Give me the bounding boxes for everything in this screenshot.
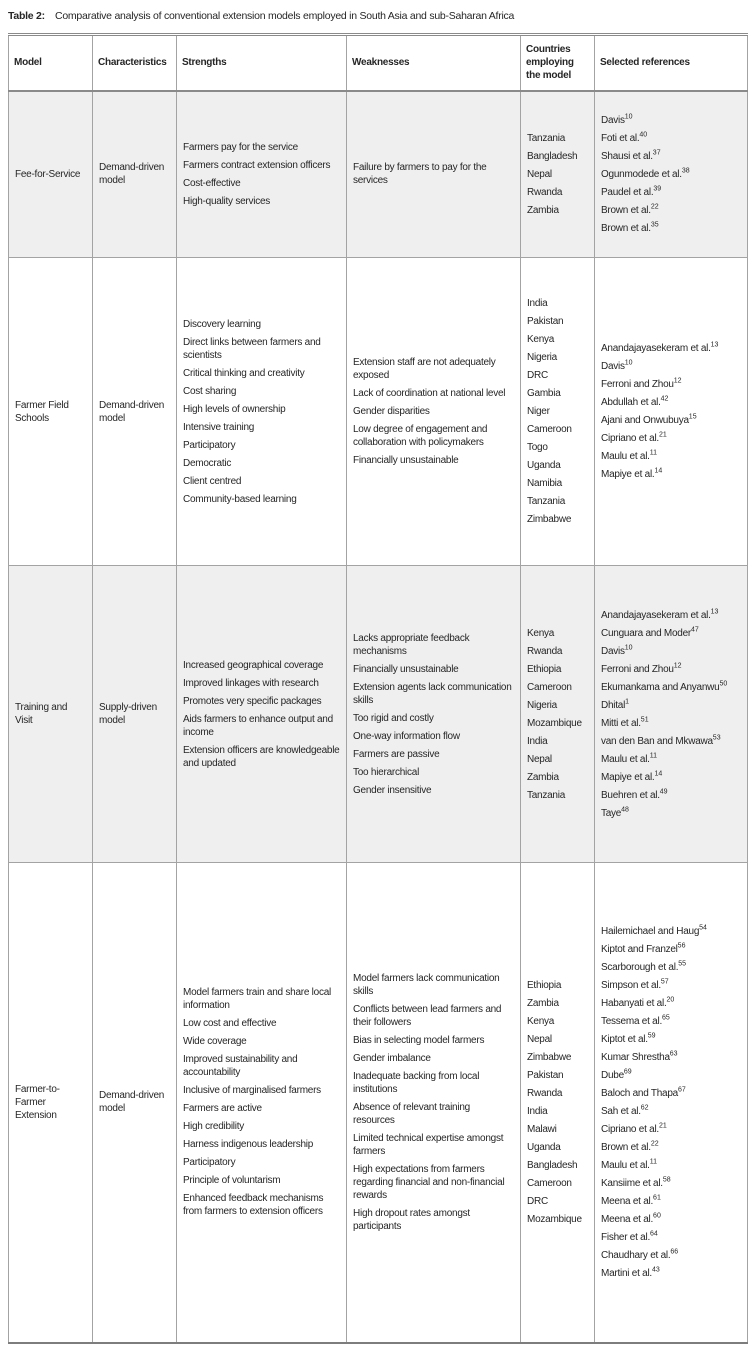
country-item: Namibia (527, 478, 562, 489)
reference-text: Baloch and Thapa (601, 1087, 678, 1099)
citation-superscript: 69 (623, 1068, 632, 1076)
strength-item: Intensive training (183, 421, 255, 433)
citation-superscript: 21 (658, 1122, 667, 1130)
reference-item (601, 1033, 741, 1046)
reference-item (601, 1141, 741, 1154)
reference-text: Davis (601, 361, 625, 372)
reference-text: Davis (601, 645, 625, 657)
weakness-item: Limited technical expertise amongst farmers (353, 1132, 504, 1157)
strength-item: Increased geographical coverage (183, 659, 324, 671)
country-item: Nepal (527, 168, 552, 180)
weakness-item: Financially unsustainable (353, 663, 459, 675)
citation-superscript: 47 (691, 626, 699, 634)
cell-countries (521, 91, 595, 258)
weakness-item: Failure by farmers to pay for the services (353, 162, 487, 187)
country-item: Nigeria (527, 352, 557, 363)
extension-models-comparison-table (8, 33, 748, 1344)
country-item: Niger (527, 406, 550, 417)
country-item: India (527, 1105, 548, 1117)
reference-item (601, 186, 741, 199)
reference-item (601, 204, 741, 217)
reference-item (601, 1051, 741, 1064)
reference-item (601, 645, 741, 658)
reference-item (601, 1213, 741, 1226)
citation-superscript: 11 (649, 1158, 657, 1166)
citation-superscript: 10 (624, 644, 633, 652)
country-item: Zambia (527, 997, 559, 1009)
reference-item (601, 997, 741, 1010)
reference-text: Ajani and Onwubuya (601, 415, 689, 426)
citation-superscript: 21 (658, 431, 667, 439)
reference-item (601, 1105, 741, 1118)
country-item: Zambia (527, 204, 559, 216)
strength-item: Wide coverage (183, 1036, 247, 1048)
cell-weaknesses (347, 566, 521, 863)
strength-item: High credibility (183, 1121, 245, 1133)
strength-item: Participatory (183, 1157, 236, 1169)
weakness-item: Conflicts between lead farmers and their followers (353, 1003, 502, 1028)
country-item: Rwanda (527, 186, 563, 198)
reference-text: Habanyati et al. (601, 997, 667, 1009)
citation-superscript: 56 (677, 942, 686, 950)
cell-weaknesses (347, 91, 521, 258)
column-header-strengths: Strengths (177, 35, 347, 91)
cell-characteristics (93, 258, 177, 566)
reference-text: Ferroni and Zhou (601, 663, 674, 675)
reference-item (601, 414, 741, 427)
column-header-characteristics: Characteristics (93, 35, 177, 91)
reference-item (601, 1195, 741, 1208)
citation-superscript: 15 (688, 413, 697, 421)
column-header-model: Model (9, 35, 93, 91)
reference-text: Anandajayasekeram et al. (601, 609, 711, 621)
citation-superscript: 57 (660, 978, 669, 986)
citation-superscript: 55 (678, 960, 687, 968)
strength-item: Farmers contract extension officers (183, 159, 331, 171)
citation-superscript: 63 (669, 1050, 678, 1058)
reference-item (601, 1015, 741, 1028)
citation-superscript: 13 (710, 608, 719, 616)
cell-model (9, 91, 93, 258)
reference-item (601, 1159, 741, 1172)
reference-text: Scarborough et al. (601, 961, 679, 973)
country-item: Nepal (527, 1033, 552, 1045)
reference-text: Brown et al. (601, 1141, 651, 1153)
country-item: Bangladesh (527, 1159, 578, 1171)
reference-item (601, 961, 741, 974)
strength-item: Direct links between farmers and scientists (183, 336, 321, 361)
cell-references (595, 91, 748, 258)
reference-text: Kansiime et al. (601, 1177, 663, 1189)
country-item: India (527, 735, 548, 747)
reference-text: Maulu et al. (601, 1159, 650, 1171)
citation-superscript: 60 (653, 1212, 661, 1220)
country-item: Mozambique (527, 717, 582, 729)
citation-superscript: 66 (670, 1248, 679, 1256)
reference-item (601, 168, 741, 181)
country-item: Kenya (527, 627, 555, 639)
strength-item: Low cost and effective (183, 1018, 277, 1030)
country-item: Zambia (527, 771, 559, 783)
reference-item (601, 753, 741, 766)
reference-text: Dhital (601, 699, 626, 711)
cell-characteristics (93, 863, 177, 1343)
country-item: Togo (527, 442, 548, 453)
citation-superscript: 59 (647, 1032, 656, 1040)
country-item: Malawi (527, 1123, 557, 1135)
reference-item (601, 1087, 741, 1100)
table-caption-label: Table 2: (8, 10, 45, 22)
country-item: Cameroon (527, 1177, 572, 1189)
reference-text: Paudel et al. (601, 186, 654, 198)
cell-characteristics (93, 566, 177, 863)
strength-item: Democratic (183, 457, 232, 469)
strength-item: Improved linkages with research (183, 677, 319, 689)
cell-strengths (177, 566, 347, 863)
citation-superscript: 58 (662, 1176, 671, 1184)
reference-text: Sah et al. (601, 1105, 641, 1117)
citation-superscript: 11 (649, 752, 657, 760)
weakness-item: Absence of relevant training resources (353, 1101, 470, 1126)
reference-text: Kiptot and Franzel (601, 943, 678, 955)
reference-item (601, 360, 741, 373)
strength-item: Improved sustainability and accountability (183, 1054, 298, 1079)
country-item: Tanzania (527, 132, 566, 144)
strength-item: Extension officers are knowledgeable and updated (183, 744, 340, 769)
strength-item: Cost-effective (183, 177, 241, 189)
cell-strengths (177, 258, 347, 566)
citation-superscript: 54 (699, 924, 707, 932)
reference-text: van den Ban and Mkwawa (601, 735, 713, 747)
reference-text: Hailemichael and Haug (601, 925, 700, 937)
country-item: Zimbabwe (527, 1051, 572, 1063)
country-item: Mozambique (527, 1213, 582, 1225)
reference-item (601, 1069, 741, 1082)
reference-text: Simpson et al. (601, 979, 661, 991)
cell-strengths (177, 91, 347, 258)
country-item: India (527, 298, 548, 309)
reference-item (601, 114, 741, 127)
reference-item (601, 771, 741, 784)
strength-item: Promotes very specific packages (183, 695, 322, 707)
citation-superscript: 42 (660, 395, 669, 403)
reference-item (601, 132, 741, 145)
country-item: Tanzania (527, 496, 566, 507)
reference-item (601, 627, 741, 640)
reference-item (601, 609, 741, 622)
strength-item: Enhanced feedback mechanisms from farmers to extension officers (183, 1193, 324, 1218)
citation-superscript: 65 (661, 1014, 670, 1022)
table-caption (8, 10, 747, 23)
country-item: Kenya (527, 334, 555, 345)
reference-item (601, 979, 741, 992)
reference-text: Maulu et al. (601, 753, 650, 765)
reference-text: Brown et al. (601, 222, 651, 234)
reference-text: Kiptot et al. (601, 1033, 648, 1045)
table-body (9, 91, 748, 1343)
reference-text: Anandajayasekeram et al. (601, 343, 711, 354)
citation-superscript: 22 (650, 1140, 659, 1148)
characteristics-text: Demand-driven model (99, 162, 165, 187)
weakness-item: Extension staff are not adequately exposed (353, 357, 496, 381)
weakness-item: One-way information flow (353, 730, 460, 742)
weakness-item: Too rigid and costly (353, 712, 434, 724)
weakness-item: Financially unsustainable (353, 455, 459, 466)
citation-superscript: 10 (624, 113, 633, 121)
table-row-farmer-field-schools (9, 258, 748, 566)
citation-superscript: 51 (640, 716, 649, 724)
citation-superscript: 53 (712, 734, 721, 742)
weakness-item: Gender disparities (353, 406, 430, 417)
weakness-item: Gender insensitive (353, 784, 432, 796)
reference-text: Tessema et al. (601, 1015, 662, 1027)
reference-item (601, 1231, 741, 1244)
citation-superscript: 67 (678, 1086, 686, 1094)
country-item: Nigeria (527, 699, 557, 711)
reference-text: Chaudhary et al. (601, 1249, 671, 1261)
table-header-row (9, 35, 748, 91)
strength-item: Aids farmers to enhance output and income (183, 713, 333, 738)
country-item: Gambia (527, 388, 561, 399)
reference-text: Mitti et al. (601, 717, 641, 729)
reference-item (601, 943, 741, 956)
reference-item (601, 1123, 741, 1136)
reference-text: Ogunmodede et al. (601, 168, 682, 180)
country-item: Rwanda (527, 1087, 563, 1099)
reference-text: Taye (601, 807, 622, 819)
reference-item (601, 378, 741, 391)
citation-superscript: 11 (649, 449, 657, 457)
citation-superscript: 64 (650, 1230, 658, 1238)
citation-superscript: 14 (654, 770, 663, 778)
reference-text: Maulu et al. (601, 451, 650, 462)
strength-item: High levels of ownership (183, 403, 286, 415)
model-text: Farmer Field Schools (15, 399, 69, 424)
citation-superscript: 62 (640, 1104, 649, 1112)
reference-text: Meena et al. (601, 1195, 654, 1207)
weakness-item: Inadequate backing from local institutions (353, 1070, 480, 1095)
reference-item (601, 1249, 741, 1262)
characteristics-text: Supply-driven model (99, 702, 157, 726)
reference-item (601, 735, 741, 748)
reference-text: Meena et al. (601, 1213, 654, 1225)
country-item: DRC (527, 1195, 548, 1207)
cell-references (595, 863, 748, 1343)
strength-item: High-quality services (183, 195, 271, 207)
reference-text: Cipriano et al. (601, 1123, 659, 1135)
reference-item (601, 1177, 741, 1190)
reference-item (601, 396, 741, 409)
country-item: Tanzania (527, 789, 566, 801)
cell-characteristics (93, 91, 177, 258)
table-row-farmer-to-farmer-extension (9, 863, 748, 1343)
reference-text: Ferroni and Zhou (601, 379, 674, 390)
citation-superscript: 37 (652, 149, 661, 157)
reference-item (601, 1267, 741, 1280)
table-header (9, 35, 748, 91)
country-item: Ethiopia (527, 663, 562, 675)
citation-superscript: 10 (624, 359, 633, 367)
strength-item: Farmers are active (183, 1103, 262, 1115)
citation-superscript: 43 (651, 1266, 660, 1274)
citation-superscript: 61 (653, 1194, 661, 1202)
model-text: Fee-for-Service (15, 168, 81, 180)
country-item: Cameroon (527, 681, 572, 693)
weakness-item: Too hierarchical (353, 766, 420, 778)
citation-superscript: 14 (654, 467, 663, 475)
reference-item (601, 432, 741, 445)
reference-text: Mapiye et al. (601, 469, 655, 480)
reference-item (601, 150, 741, 163)
strength-item: Inclusive of marginalised farmers (183, 1085, 321, 1097)
reference-item (601, 663, 741, 676)
citation-superscript: 35 (650, 221, 659, 229)
country-item: Uganda (527, 1141, 561, 1153)
cell-strengths (177, 863, 347, 1343)
reference-text: Fisher et al. (601, 1231, 650, 1243)
strength-item: Critical thinking and creativity (183, 367, 305, 379)
reference-text: Buehren et al. (601, 789, 660, 801)
reference-item (601, 342, 741, 355)
citation-superscript: 40 (639, 131, 648, 139)
reference-item (601, 699, 741, 712)
reference-text: Ekumankama and Anyanwu (601, 681, 720, 693)
column-header-selected-references: Selected references (595, 35, 748, 91)
column-header-countries-employing-the-model: Countries employing the model (521, 35, 595, 91)
strength-item: Farmers pay for the service (183, 141, 298, 153)
model-text: Training and Visit (15, 702, 68, 726)
citation-superscript: 49 (659, 788, 668, 796)
cell-weaknesses (347, 258, 521, 566)
strength-item: Discovery learning (183, 318, 261, 330)
reference-item (601, 789, 741, 802)
citation-superscript: 38 (681, 167, 690, 175)
reference-text: Cunguara and Moder (601, 627, 692, 639)
reference-text: Dube (601, 1069, 624, 1081)
country-item: Cameroon (527, 424, 572, 435)
country-item: Uganda (527, 460, 561, 471)
cell-countries (521, 258, 595, 566)
weakness-item: Lacks appropriate feedback mechanisms (353, 632, 470, 657)
table-caption-text: Comparative analysis of conventional extension models employed in South Asia and sub-Saharan Africa (55, 10, 515, 22)
table-row-training-and-visit (9, 566, 748, 863)
citation-superscript: 1 (625, 698, 629, 706)
weakness-item: Low degree of engagement and collaboration with policymakers (353, 424, 488, 448)
table-row-fee-for-service (9, 91, 748, 258)
reference-item (601, 681, 741, 694)
weakness-item: Extension agents lack communication skills (353, 681, 512, 706)
reference-text: Martini et al. (601, 1267, 652, 1279)
characteristics-text: Demand-driven model (99, 399, 165, 424)
strength-item: Model farmers train and share local information (183, 987, 331, 1012)
reference-text: Cipriano et al. (601, 433, 659, 444)
strength-item: Participatory (183, 439, 236, 451)
reference-text: Abdullah et al. (601, 397, 661, 408)
weakness-item: Lack of coordination at national level (353, 388, 506, 399)
country-item: Pakistan (527, 316, 564, 327)
reference-item (601, 925, 741, 938)
citation-superscript: 20 (666, 996, 675, 1004)
strength-item: Cost sharing (183, 385, 237, 397)
cell-model (9, 258, 93, 566)
characteristics-text: Demand-driven model (99, 1090, 165, 1115)
weakness-item: High dropout rates amongst participants (353, 1207, 470, 1232)
reference-item (601, 807, 741, 820)
country-item: DRC (527, 370, 548, 381)
weakness-item: Bias in selecting model farmers (353, 1034, 485, 1046)
weakness-item: Gender imbalance (353, 1052, 431, 1064)
strength-item: Harness indigenous leadership (183, 1139, 314, 1151)
cell-model (9, 863, 93, 1343)
model-text: Farmer-to-Farmer Extension (15, 1083, 60, 1121)
strength-item: Community-based learning (183, 493, 297, 505)
cell-references (595, 258, 748, 566)
reference-text: Shausi et al. (601, 150, 653, 162)
citation-superscript: 50 (719, 680, 728, 688)
cell-weaknesses (347, 863, 521, 1343)
country-item: Nepal (527, 753, 552, 765)
country-item: Ethiopia (527, 979, 562, 991)
citation-superscript: 12 (673, 662, 682, 670)
weakness-item: Model farmers lack communication skills (353, 972, 500, 997)
reference-text: Mapiye et al. (601, 771, 655, 783)
weakness-item: Farmers are passive (353, 748, 440, 760)
reference-text: Brown et al. (601, 204, 651, 216)
reference-text: Kumar Shrestha (601, 1051, 670, 1063)
reference-item (601, 222, 741, 235)
reference-item (601, 717, 741, 730)
reference-item (601, 450, 741, 463)
cell-countries (521, 863, 595, 1343)
country-item: Rwanda (527, 645, 563, 657)
strength-item: Client centred (183, 475, 242, 487)
cell-model (9, 566, 93, 863)
country-item: Pakistan (527, 1069, 564, 1081)
citation-superscript: 13 (710, 341, 719, 349)
weakness-item: High expectations from farmers regarding financial and non-financial rewards (353, 1163, 505, 1201)
cell-references (595, 566, 748, 863)
citation-superscript: 12 (673, 377, 682, 385)
reference-text: Foti et al. (601, 132, 640, 144)
citation-superscript: 22 (650, 203, 659, 211)
citation-superscript: 39 (653, 185, 662, 193)
citation-superscript: 48 (621, 806, 629, 814)
country-item: Zimbabwe (527, 514, 572, 525)
column-header-weaknesses: Weaknesses (347, 35, 521, 91)
reference-item (601, 468, 741, 481)
country-item: Bangladesh (527, 150, 578, 162)
reference-text: Davis (601, 114, 625, 126)
country-item: Kenya (527, 1015, 555, 1027)
strength-item: Principle of voluntarism (183, 1175, 281, 1187)
cell-countries (521, 566, 595, 863)
